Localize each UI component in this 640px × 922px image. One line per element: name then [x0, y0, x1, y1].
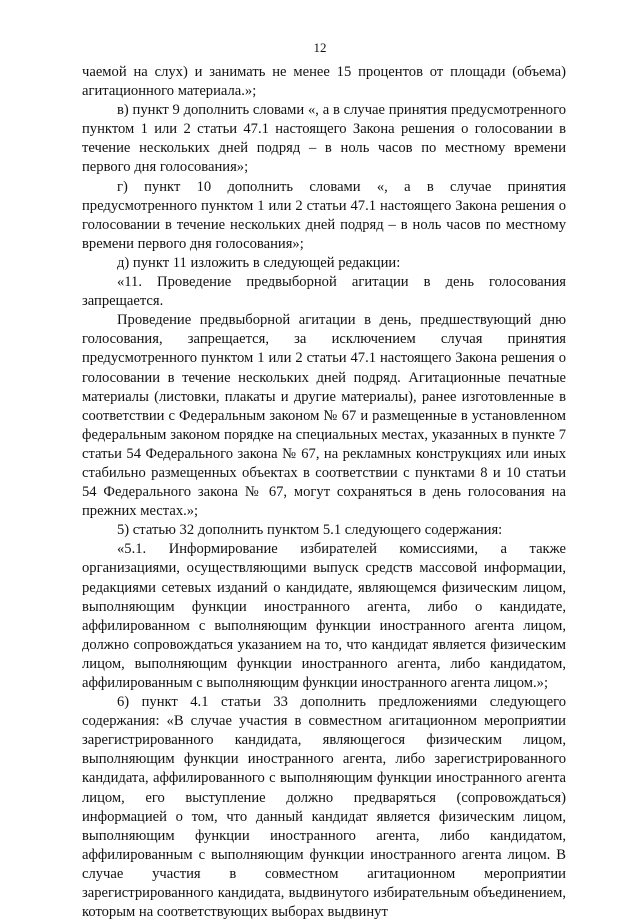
paragraph-item-v: в) пункт 9 дополнить словами «, а в случае принятия предусмотренного пунктом 1 или 2 статьи 47.1 настоящего Закона решения о голосовании в течение нескольких дней подряд – в ноль часов по местному времени первого дня голосования»; — [82, 102, 566, 176]
document-body — [82, 63, 566, 922]
paragraph-point-11-text: Проведение предвыборной агитации в день, предшествующий дню голосования, запрещается, за исключением случая принятия предусмотренного пунктом 1 или 2 статьи 47.1 настоящего Закона решения о голосовании в течение нескольких дней подряд. Агитационные печатные материалы (листовки, плакаты и другие материалы), ранее изготовленные в соответствии с Федеральным законом № 67 и размещенные в установленном федеральным законом порядке на специальных местах, указанных в пункте 7 статьи 54 Федерального закона № 67, на рекламных конструкциях или иных стабильно размещенных объектах в соответствии с пунктами 8 и 10 статьи 54 Федерального закона № 67, могут сохраняться в день голосования на прежних местах.»; — [82, 312, 566, 520]
paragraph-item-5: 5) статью 32 дополнить пунктом 5.1 следующего содержания: — [117, 522, 503, 539]
paragraph-continuation: чаемой на слух) и занимать не менее 15 процентов от площади (объема) агитационного материала.»; — [82, 64, 566, 100]
page-number: 12 — [313, 40, 327, 55]
paragraph-point-5-1: «5.1. Информирование избирателей комиссиями, а также организациями, осуществляющими выпуск средств массовой информации, редакциями сетевых изданий о кандидате, являющемся физическим лицом, выполняющим функции иностранного агента, либо о кандидате, аффилированном с выполняющим функции иностранного агента лицом, должно сопровождаться указанием на то, что кандидат является физическим лицом, выполняющим функции иностранного агента, либо кандидатом, аффилированным с выполняющим функции иностранного агента лицом.»; — [82, 541, 566, 691]
paragraph-item-g: г) пункт 10 дополнить словами «, а в случае принятия предусмотренного пунктом 1 или 2 статьи 47.1 настоящего Закона решения о голосовании в течение нескольких дней подряд – в ноль часов по местному времени первого дня голосования»; — [82, 178, 566, 252]
paragraph-item-6: 6) пункт 4.1 статьи 33 дополнить предложениями следующего содержания: «В случае участия в совместном агитационном мероприятии зарегистрированного кандидата, являющегося физическим лицом, выполняющим функции иностранного агента, либо зарегистрированного кандидата, аффилированного с выполняющим функции иностранного агента лицом, его выступление должно предваряться (сопровождаться) информацией о том, что данный кандидат является физическим лицом, выполняющим функции иностранного агента, либо кандидатом, аффилированным с выполняющим функции иностранного агента лицом. В случае участия в совместном агитационном мероприятии зарегистрированного кандидата, выдвинутого избирательным объединением, которым на соответствующих выборах выдвинут — [82, 694, 566, 921]
paragraph-point-11: «11. Проведение предвыборной агитации в день голосования запрещается. — [82, 274, 566, 310]
paragraph-item-d: д) пункт 11 изложить в следующей редакции: — [117, 254, 401, 271]
